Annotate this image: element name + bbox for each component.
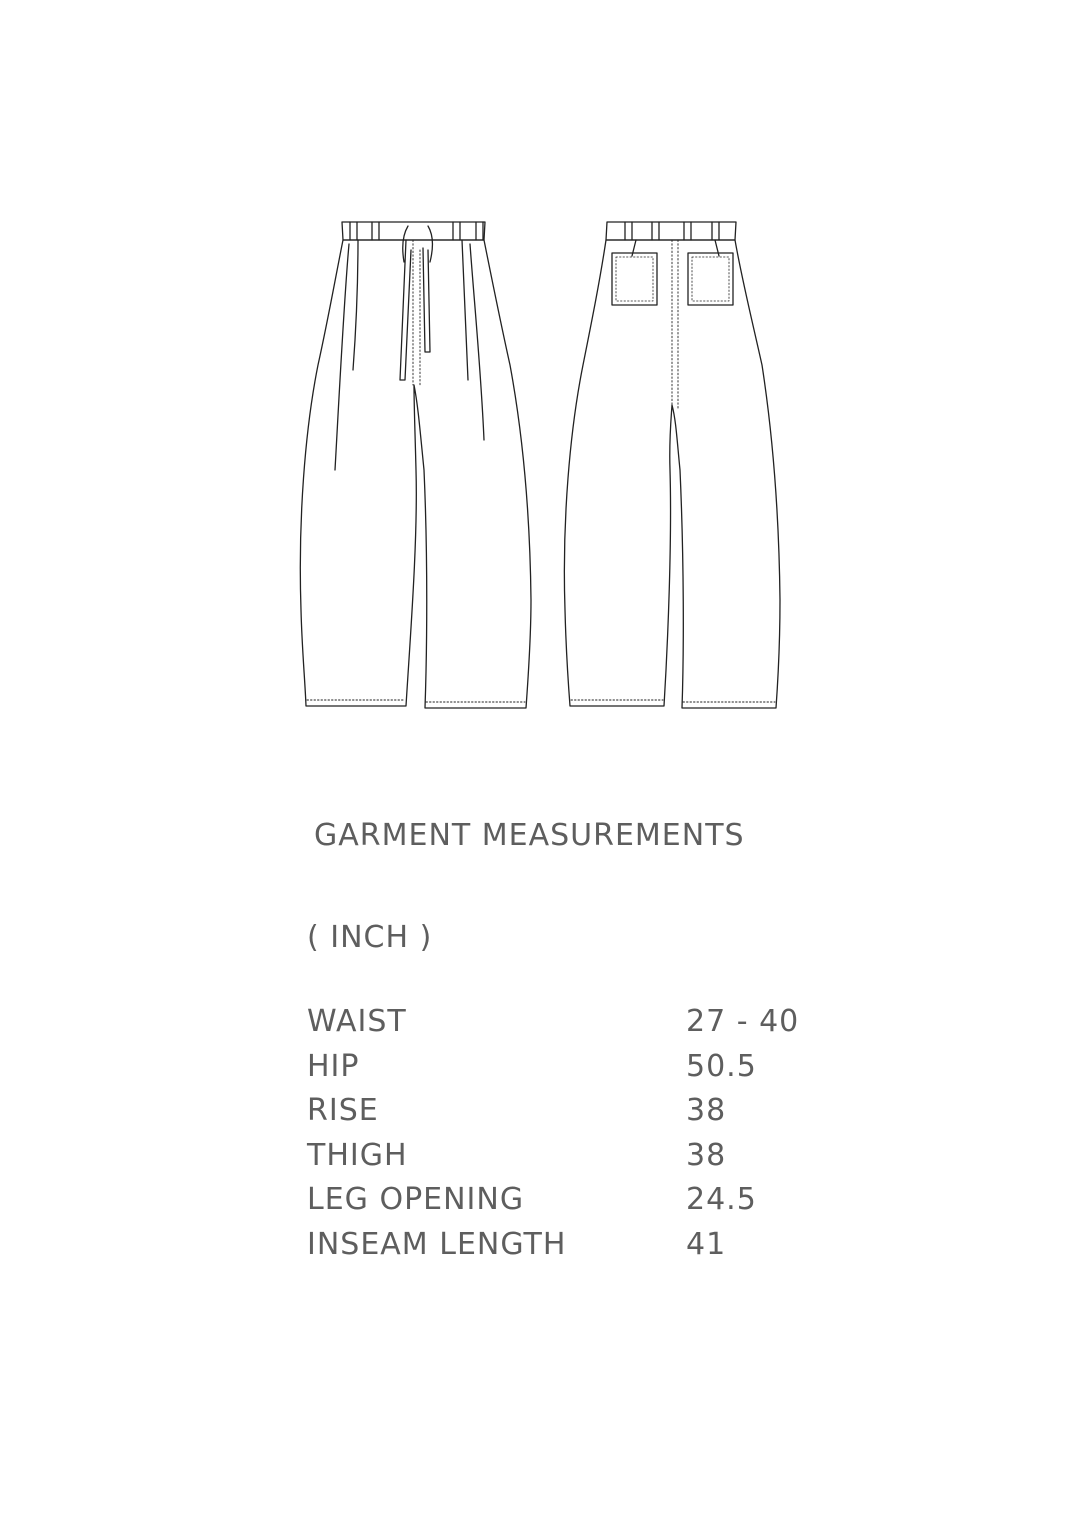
measurement-value: 38	[686, 1137, 727, 1173]
measurement-row-hip	[307, 1049, 867, 1094]
measurement-label: WAIST	[307, 1004, 407, 1039]
measurement-row-thigh	[307, 1138, 867, 1183]
measurement-label: INSEAM LENGTH	[307, 1226, 567, 1262]
measurement-label: HIP	[307, 1048, 360, 1084]
measurement-table	[307, 1004, 867, 1272]
measurement-value: 38	[686, 1093, 727, 1129]
measurement-label: RISE	[307, 1093, 379, 1129]
measurement-row-rise	[307, 1093, 867, 1138]
measurement-value: 50.5	[686, 1048, 757, 1084]
measurement-row-inseam-length	[307, 1227, 867, 1272]
measurement-row-leg-opening	[307, 1182, 867, 1227]
measurement-label: LEG OPENING	[307, 1182, 525, 1218]
measurement-value: 24.5	[686, 1182, 757, 1218]
measurement-label: THIGH	[307, 1137, 408, 1173]
back-view-pants	[564, 222, 780, 708]
measurement-row-waist	[307, 1004, 867, 1049]
measurement-value: 41	[686, 1226, 727, 1262]
unit-label: ( INCH )	[307, 920, 433, 955]
page-title: GARMENT MEASUREMENTS	[314, 818, 745, 853]
front-view-pants	[300, 222, 531, 708]
measurement-value: 27 - 40	[686, 1004, 800, 1039]
